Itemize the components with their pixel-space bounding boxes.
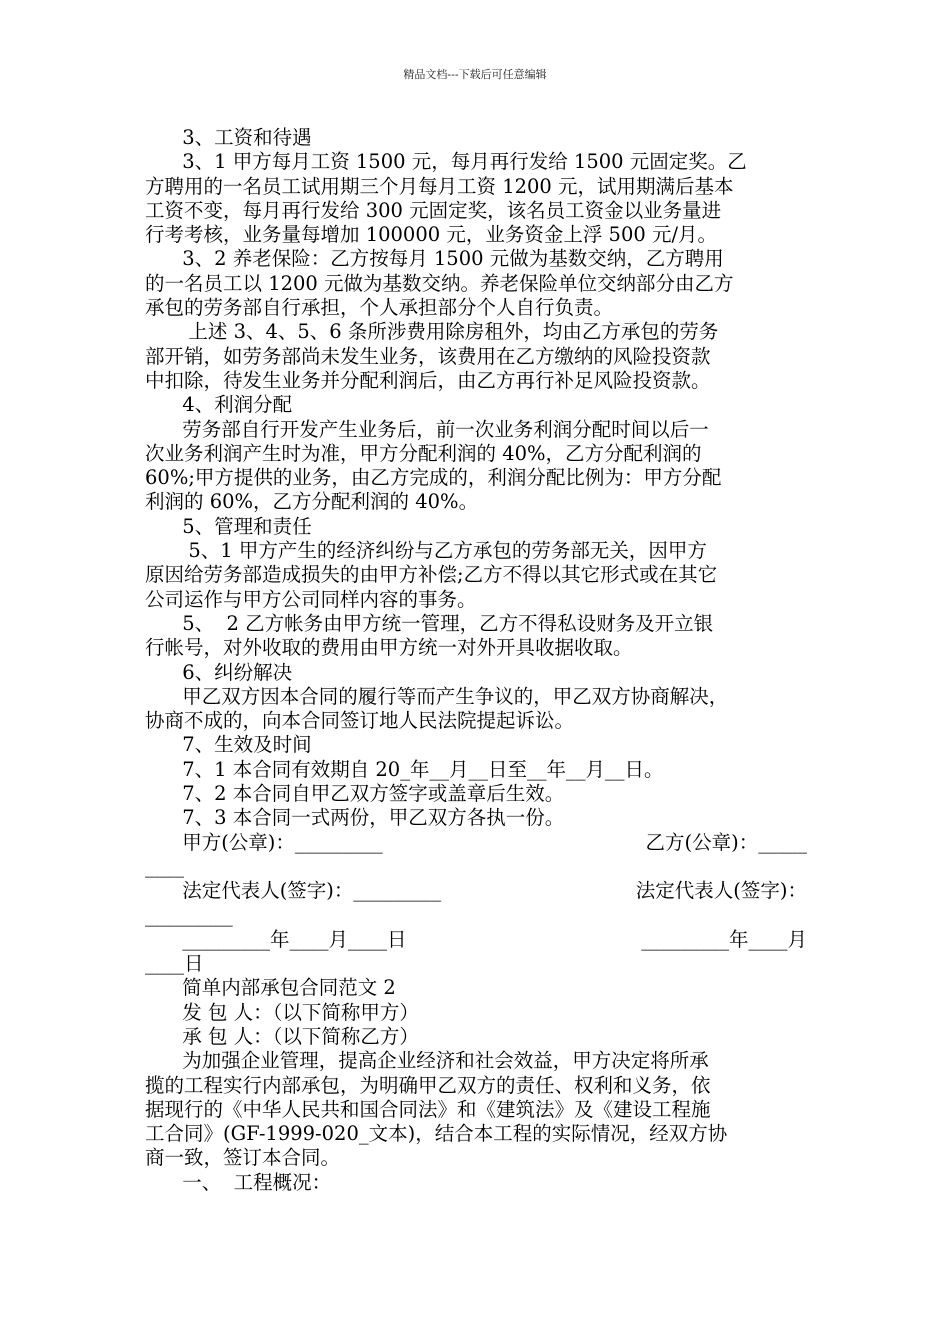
party-b-seal: 乙方(公章)：_____	[645, 830, 807, 854]
paragraph-line: 3、1 甲方每月工资 1500 元，每月再行发给 1500 元固定奖。乙	[145, 150, 747, 174]
paragraph-line: 方聘用的一名员工试用期三个月每月工资 1200 元，试用期满后基本	[145, 174, 734, 198]
paragraph-line: 次业务利润产生时为准，甲方分配利润的 40%，乙方分配利润的	[145, 441, 702, 465]
page-header: 精品文档---下载后可任意编辑	[403, 68, 547, 81]
representative-signature-row	[145, 879, 807, 903]
paragraph-line: 据现行的《中华人民共和国合同法》和《建筑法》及《建设工程施	[145, 1097, 711, 1121]
section-heading: 6、纠纷解决	[145, 660, 293, 684]
date-b: _________年____月	[641, 927, 807, 951]
paragraph-line: 上述 3、4、5、6 条所涉费用除房租外，均由乙方承包的劳务	[145, 320, 719, 344]
paragraph-line: 5、1 甲方产生的经济纠纷与乙方承包的劳务部无关，因甲方	[145, 539, 707, 563]
paragraph-line: 甲乙双方因本合同的履行等而产生争议的，甲乙双方协商解决，	[145, 684, 729, 708]
paragraph-line: 协商不成的，向本合同签订地人民法院提起诉讼。	[145, 709, 575, 733]
paragraph-line: 7、3 本合同一式两份，甲乙双方各执一份。	[145, 806, 565, 830]
paragraph-line: 承包的劳务部自行承担，个人承担部分个人自行负责。	[145, 296, 614, 320]
paragraph-line: 公司运作与甲方公司同样内容的事务。	[145, 587, 477, 611]
paragraph-line: 揽的工程实行内部承包，为明确甲乙双方的责任、权利和义务，依	[145, 1073, 711, 1097]
paragraph-line: 劳务部自行开发产生业务后，前一次业务利润分配时间以后一	[145, 417, 709, 441]
paragraph-line: 7、2 本合同自甲乙双方签字或盖章后生效。	[145, 782, 565, 806]
seal-signature-row	[145, 831, 807, 855]
paragraph-line: 工资不变，每月再行发给 300 元固定奖，该名员工资金以业务量进	[145, 198, 722, 222]
section-heading: 7、生效及时间	[145, 733, 312, 757]
date-signature-row	[145, 928, 807, 952]
section-heading: 5、管理和责任	[145, 514, 312, 538]
section-heading: 4、利润分配	[145, 393, 293, 417]
party-line: 发 包 人：（以下简称甲方）	[145, 1000, 419, 1024]
paragraph-line: 工合同》(GF-1999-020_文本)，结合本工程的实际情况，经双方协	[145, 1122, 728, 1146]
representative-a: 法定代表人(签字)：_________	[145, 879, 442, 903]
paragraph-line: 5、 2 乙方帐务由甲方统一管理，乙方不得私设财务及开立银	[145, 611, 714, 635]
document-body	[145, 126, 807, 1195]
section-heading: 3、工资和待遇	[145, 126, 312, 149]
party-line: 承 包 人：（以下简称乙方）	[145, 1024, 419, 1048]
paragraph-line: 商一致，签订本合同。	[145, 1146, 341, 1170]
date-b-wrap: ____日	[145, 952, 204, 976]
paragraph-line: 3、2 养老保险：乙方按每月 1500 元做为基数交纳，乙方聘用	[145, 247, 724, 271]
paragraph-line: 的一名员工以 1200 元做为基数交纳。养老保险单位交纳部分由乙方	[145, 271, 734, 295]
party-b-seal-wrap: ____	[145, 854, 184, 878]
date-a: _________年____月____日	[145, 927, 407, 951]
paragraph-line: 行考考核，业务量每增加 100000 元，业务资金上浮 500 元/月。	[145, 223, 718, 247]
paragraph-line: 原因给劳务部造成损失的由甲方补偿;乙方不得以其它形式或在其它	[145, 563, 718, 587]
paragraph-line: 利润的 60%，乙方分配利润的 40%。	[145, 490, 479, 514]
paragraph-line: 7、1 本合同有效期自 20_年__月__日至__年__月__日。	[145, 757, 664, 781]
representative-b-wrap: _________	[145, 903, 233, 927]
paragraph-line: 部开销，如劳务部尚未发生业务，该费用在乙方缴纳的风险投资款	[145, 344, 711, 368]
paragraph-line: 行帐号，对外收取的费用由甲方统一对外开具收据收取。	[145, 636, 633, 660]
section-heading: 一、 工程概况：	[145, 1170, 332, 1194]
representative-b: 法定代表人(签字)：	[635, 879, 807, 903]
party-a-seal: 甲方(公章)：_________	[145, 830, 383, 854]
paragraph-line: 60%;甲方提供的业务，由乙方完成的，利润分配比例为：甲方分配	[145, 466, 722, 490]
paragraph-line: 为加强企业管理，提高企业经济和社会效益，甲方决定将所承	[145, 1049, 709, 1073]
document-title: 简单内部承包合同范文 2	[145, 976, 396, 1000]
paragraph-line: 中扣除，待发生业务并分配利润后，由乙方再行补足风险投资款。	[145, 368, 711, 392]
